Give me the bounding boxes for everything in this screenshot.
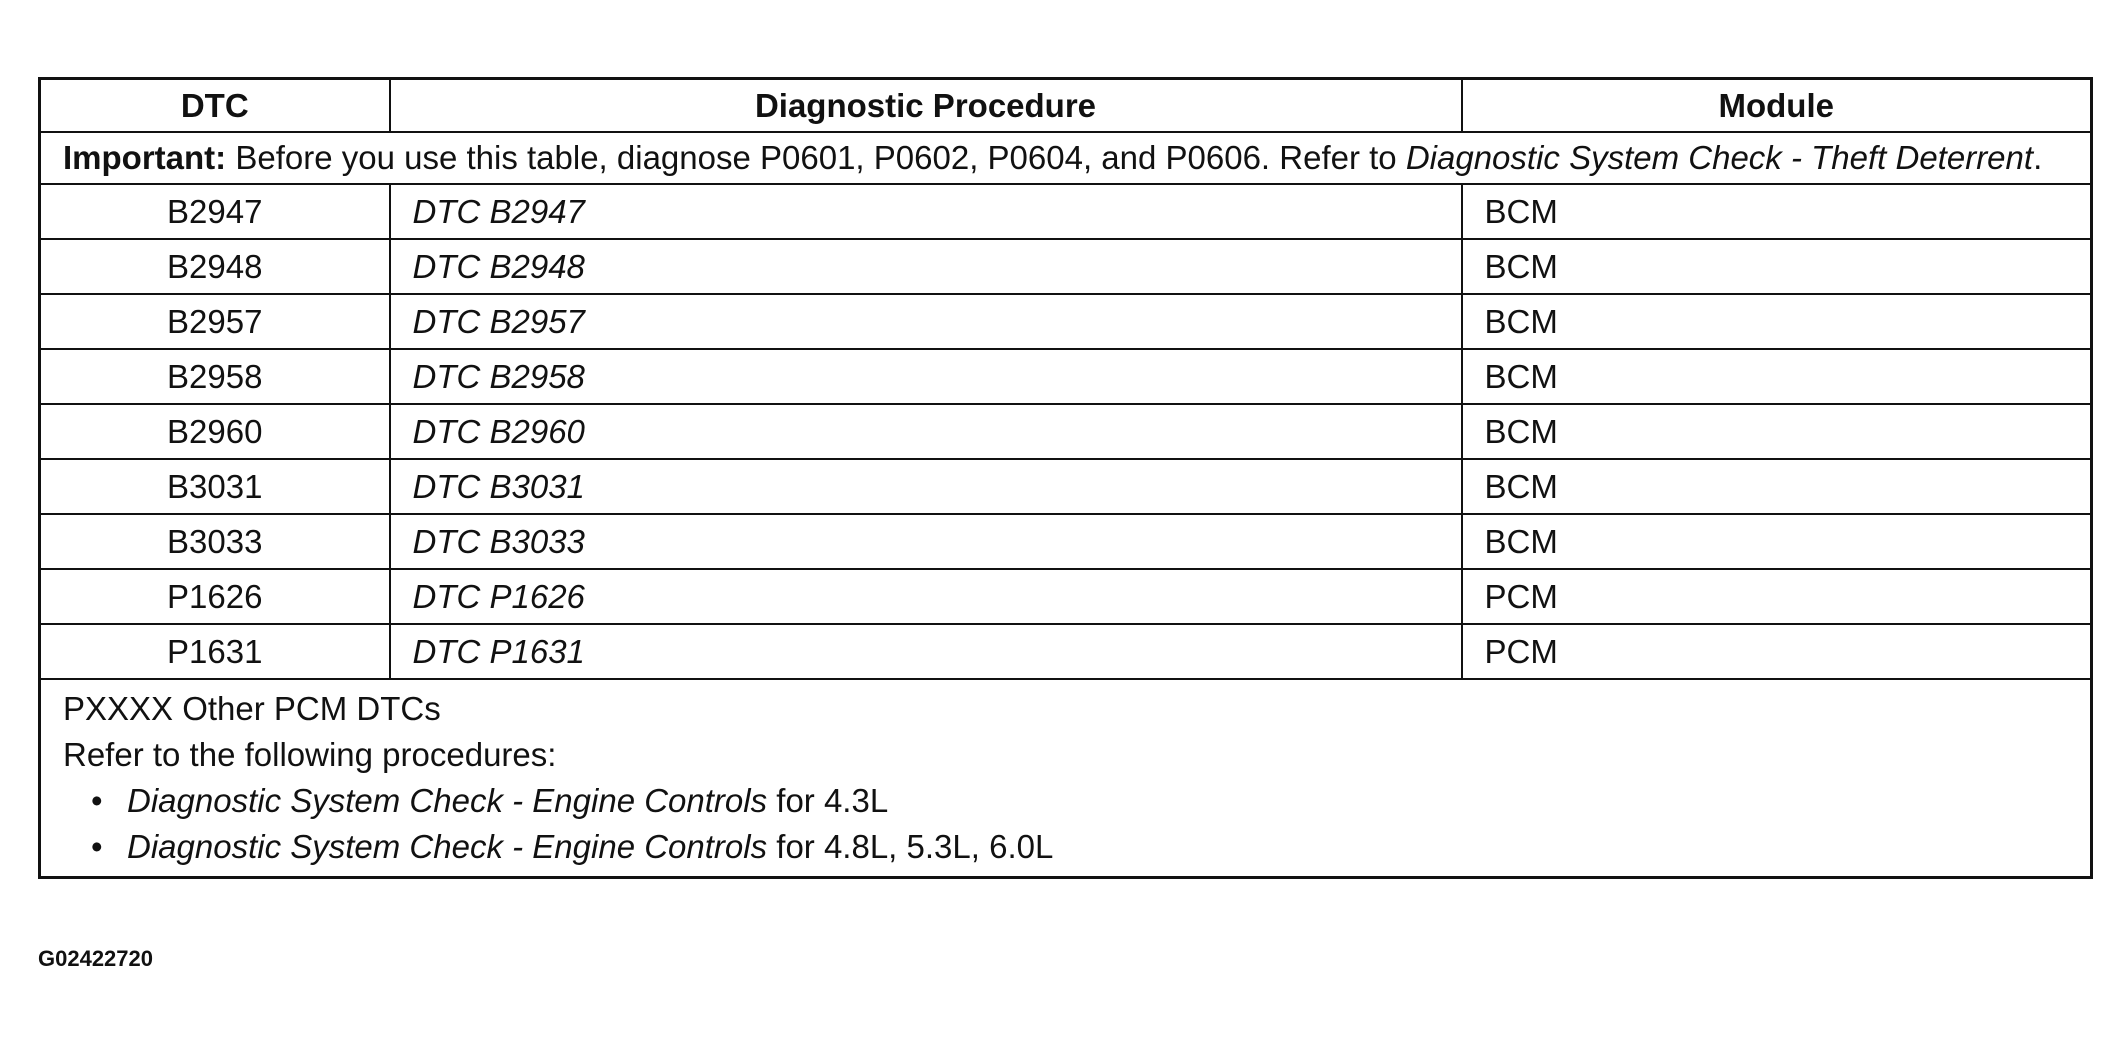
bullet-icon: • — [91, 782, 103, 819]
list-item — [91, 824, 2068, 870]
header-row — [40, 79, 2092, 133]
header-module: Module — [1462, 79, 2092, 133]
engine-size-text: for 4.3L — [767, 782, 889, 819]
important-end: . — [2033, 139, 2043, 176]
other-pcm-dtcs-label: PXXXX Other PCM DTCs — [63, 690, 441, 727]
procedure-link[interactable]: DTC P1631 — [390, 624, 1462, 679]
refer-to-label: Refer to the following procedures: — [63, 736, 557, 773]
module-cell: PCM — [1462, 569, 2092, 624]
other-dtcs-cell — [40, 679, 2092, 878]
dtc-code: P1626 — [40, 569, 390, 624]
figure-id: G02422720 — [38, 946, 153, 971]
procedure-list — [63, 778, 2068, 870]
module-cell: BCM — [1462, 239, 2092, 294]
important-text: Before you use this table, diagnose P0601, P0602, P0604, and P0606. Refer to — [226, 139, 1406, 176]
table-row — [40, 569, 2092, 624]
important-reference-link[interactable]: Diagnostic System Check - Theft Deterrent — [1405, 139, 2034, 176]
footer-row — [40, 679, 2092, 878]
dtc-code: B2947 — [40, 184, 390, 239]
dtc-code: B2948 — [40, 239, 390, 294]
procedure-link[interactable]: DTC B2958 — [390, 349, 1462, 404]
important-note-row — [40, 132, 2092, 184]
header-dtc: DTC — [40, 79, 390, 133]
important-note — [40, 132, 2092, 184]
module-cell: BCM — [1462, 459, 2092, 514]
table-row — [40, 294, 2092, 349]
dtc-code: P1631 — [40, 624, 390, 679]
dtc-code: B2957 — [40, 294, 390, 349]
table-row — [40, 239, 2092, 294]
bullet-icon: • — [91, 828, 103, 865]
dtc-code: B3033 — [40, 514, 390, 569]
procedure-link[interactable]: DTC B3031 — [390, 459, 1462, 514]
procedure-link[interactable]: DTC B3033 — [390, 514, 1462, 569]
module-cell: BCM — [1462, 514, 2092, 569]
module-cell: PCM — [1462, 624, 2092, 679]
table-row — [40, 624, 2092, 679]
table-row — [40, 514, 2092, 569]
table-row — [40, 184, 2092, 239]
module-cell: BCM — [1462, 294, 2092, 349]
module-cell: BCM — [1462, 404, 2092, 459]
table-row — [40, 459, 2092, 514]
procedure-link[interactable]: DTC B2948 — [390, 239, 1462, 294]
table-row — [40, 349, 2092, 404]
dtc-table — [38, 77, 2093, 879]
table-row — [40, 404, 2092, 459]
procedure-link[interactable]: DTC P1626 — [390, 569, 1462, 624]
dtc-code: B2960 — [40, 404, 390, 459]
engine-size-text: for 4.8L, 5.3L, 6.0L — [767, 828, 1054, 865]
procedure-link[interactable]: DTC B2947 — [390, 184, 1462, 239]
engine-controls-link[interactable]: Diagnostic System Check - Engine Controls — [127, 828, 768, 865]
procedure-link[interactable]: DTC B2957 — [390, 294, 1462, 349]
important-label: Important: — [63, 139, 227, 176]
module-cell: BCM — [1462, 349, 2092, 404]
engine-controls-link[interactable]: Diagnostic System Check - Engine Controls — [127, 782, 768, 819]
dtc-code: B3031 — [40, 459, 390, 514]
list-item — [91, 778, 2068, 824]
header-diagnostic-procedure: Diagnostic Procedure — [390, 79, 1462, 133]
module-cell: BCM — [1462, 184, 2092, 239]
dtc-code: B2958 — [40, 349, 390, 404]
procedure-link[interactable]: DTC B2960 — [390, 404, 1462, 459]
